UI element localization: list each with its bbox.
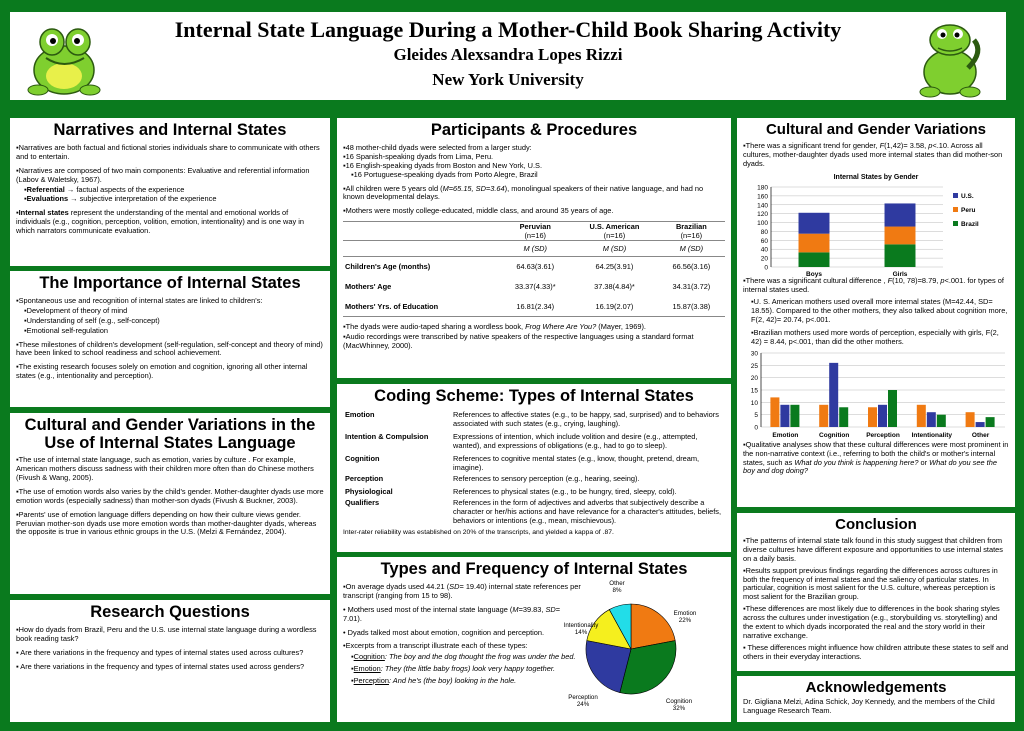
cultural-left-p3: ▪Parents' use of emotion language differs depending on how their culture views gender. Peruvian mother-son dyads use more emotion words than mother-daughter dyads, whereas the opposite is true in various ethnic groups in the U.S. (Melzi & Fernández, 2004). [16,509,317,537]
poster-title: Internal State Language During a Mother-Child Book Sharing Activity [174,17,842,42]
legend-label: Peru [961,206,976,214]
legend-swatch [953,221,958,226]
cultural-right-p2: ▪There was a significant cultural difference , F(10, 78)=8.79, p<.001. for types of internal states used. [743,275,1004,294]
research-q3: ▪ Are there variations in the frequency and types of internal states used across genders? [16,661,305,671]
bar-segment [799,233,830,252]
cultural-left-p2: ▪The use of emotion words also varies by the child's gender. Mother-daughter dyads use more emotion words (especially sadness) than mother-son dyads (Fivush & Buckner, 2003). [16,486,324,505]
importance-p2: ▪These milestones of children's development (self-regulation, self-concept and theory of mind) have been linked to school readiness and school achievement. [16,339,323,358]
narratives-p1: ▪Narratives are both factual and fictional stories individuals share to communicate with others and to entertain. [16,143,320,161]
cultural-right-heading: Cultural and Gender Variations [765,121,987,138]
msd-peru: M (SD) [523,244,547,254]
participants-b2: ▪All children were 5 years old (M=65.15, SD=3.64), monolingual speakers of their native language, and had no known developmental delays. [343,183,704,202]
y-tick-label: 60 [760,237,768,245]
cultural-left-heading: Cultural and Gender Variations in the Use of Internal States Language [24,416,316,453]
excerpt-emotion: ▪Emotion: They (the little baby frogs) look very happy together. [351,664,556,674]
types-b1: ▪On average dyads used 44.21 (SD= 19.40) internal state references per transcript (ranging from 15 to 98). [343,582,581,600]
narratives-p2: ▪Narratives are composed of two main components: Evaluative and referential information (Labov & Waletsky, 1967). [16,165,310,184]
demographics-table [343,221,725,317]
bar [976,422,985,427]
cultural-right-p5: ▪Qualitative analyses show that these cultural differences were most prominent in the non-narrative context (i.e., referring to both the child's or mother's internal states, such as What do you think is happening here? or What do you see the boy and dog doing? [743,439,1009,476]
bar-segment [885,203,916,226]
legend-label: Brazil [961,220,979,228]
ack-text: Dr. Gigliana Melzi, Adina Schick, Joy Kennedy, and the members of the Child Language Research Team. [743,697,995,715]
conclusion-p3: ▪These differences are most likely due to differences in the book sharing styles across the cultures under investigation (e.g., storybuilding vs. storytelling) and the extent to which dyads incorporated the real and the story world in their narrative exchange. [743,604,1000,640]
research-panel [10,600,330,722]
conclusion-p4: ▪ These differences might influence how children attribute these states to self and others in their everyday interactions. [743,642,1009,661]
bar [829,363,838,427]
conclusion-heading: Conclusion [835,516,917,533]
pie-label: Intentionality 14% [563,622,599,636]
cultural-right-panel [737,118,1015,507]
coding-row: Emotion References to affective states (e.g., to be happy, sad, surprised) and to behaviors associated with such states (e.g., crying, laughing). [345,410,719,428]
bar [839,407,848,427]
y-tick-label: 160 [757,193,768,201]
bar [770,397,779,427]
importance-b3: ▪Emotional self-regulation [24,325,108,335]
bar [868,407,877,427]
participants-b3: ▪Mothers were mostly college-educated, middle class, and around 35 years of age. [343,206,614,216]
coding-row: Perception References to sensory perception (e.g., hearing, seeing). [345,474,640,483]
y-tick-label: 20 [750,374,758,382]
participants-b1: ▪48 mother-child dyads were selected from a larger study: [343,143,532,152]
y-tick-label: 30 [750,350,758,358]
research-q1: ▪How do dyads from Brazil, Peru and the U.S. use internal state language during a wordless book reading task? [16,625,317,643]
y-tick-label: 100 [757,219,768,227]
y-tick-label: 120 [757,210,768,218]
msd-us: M (SD) [602,244,627,254]
table-row: Mothers' Yrs. of Education 16.81(2.34) 16.19(2.07) 15.87(3.38) [343,297,725,317]
types-b2: • Mothers used most of the internal state language (M=39.83, SD= 7.01). [343,604,561,623]
importance-panel [10,271,330,407]
bar-segment [799,252,830,267]
excerpt-cognition: ▪Cognition: The boy and the dog thought the frog was under the bed. [351,652,576,662]
importance-b2: ▪Understanding of self (e.g., self-concept) [24,315,160,325]
cultural-right-p4: ▪Brazilian mothers used more words of perception, especially with girls, F(2, 42) = 8.44, p<.001, than did the other mothers. [751,328,999,346]
coding-row: Cognition References to cognitive mental states (e.g., know, thought, pretend, dream, imagine). [345,454,700,472]
participants-s3: ▪16 Portuguese-speaking dyads from Porto Alegre, Brazil [351,169,538,179]
importance-heading: The Importance of Internal States [39,274,301,292]
ack-heading: Acknowledgements [805,679,947,696]
table-row: Mothers' Age 33.37(4.33)* 37.38(4.84)* 34.31(3.72) [345,282,711,292]
conclusion-p2: ▪Results support previous findings regarding the differences across cultures in both the frequency of internal states and the saliency of particular states. In particular, cognition is most salient for the U.S. culture, whereas perception is most salient for the Brazilian group. [743,565,998,602]
bar [927,412,936,427]
research-q2: ▪ Are there variations in the frequency and types of internal states used across cultures? [16,647,304,657]
col-peru: Peruvian [519,222,551,232]
internal-states-def: ▪Internal states represent the understanding of the mental and emotional worlds of individuals (e.g., cognition, perception, volition, emotion, intentionality) and is one way in which narrators communicate evaluation. [16,208,304,235]
participants-s1: ▪16 Spanish-speaking dyads from Lima, Peru. [343,151,494,161]
chart-title: Internal States by Gender [833,173,919,181]
x-tick-label: Boys [806,270,822,278]
types-panel [337,557,731,722]
cultural-right-p3: ▪U. S. American mothers used overall more internal states (M=42.44, SD= 18.55). Compared to the other mothers, they also talked about cognition more, F(2, 42)= 20.74, p<.001. [751,297,1008,325]
bar [780,405,789,427]
participants-panel [337,118,731,378]
coding-table [343,410,725,525]
culture-type-bar-chart [743,349,1009,441]
excerpt-perception: ▪Perception: And he's (the boy) looking in the hole. [351,676,517,685]
participants-b5: ▪Audio recordings were transcribed by native speakers of the respective languages using a standard format (MacWhinney, 2000). [343,332,694,350]
research-heading: Research Questions [90,603,250,621]
coding-panel [337,384,731,552]
y-tick-label: 10 [750,399,758,407]
bar [790,405,799,427]
coding-row: Intention & Compulsion Expressions of intention, which include volition and desire (e.g., attempted, wanted), and expressions of obligations (e.g., had to go to sleep). [345,432,698,450]
evaluations-item: ▪Evaluations → subjective interpretation of the experience [24,194,217,204]
types-b4: •Excerpts from a transcript illustrate each of these types: [343,641,528,651]
header [10,12,1006,100]
y-tick-label: 15 [750,387,758,395]
types-b3: • Dyads talked most about emotion, cognition and perception. [343,627,545,637]
bar-segment [885,244,916,267]
table-row: Children's Age (months) 64.63(3.61) 64.25(3.91) 66.56(3.16) [345,262,711,272]
y-tick-label: 80 [760,228,768,236]
kappa-note: Inter-rater reliability was established on 20% of the transcripts, and yielded a kappa of .87. [343,529,614,536]
msd-brazil: M (SD) [679,244,704,254]
x-tick-label: Intentionality [911,431,953,439]
y-tick-label: 5 [754,411,758,419]
bar [917,405,926,427]
bar [878,405,887,427]
bar-segment [799,212,830,233]
pie-label: Perception 24% [568,694,598,708]
y-tick-label: 180 [757,184,768,192]
narratives-panel [10,118,330,266]
x-tick-label: Cognition [819,431,850,439]
pie-label: Other 8% [609,580,625,594]
referential-item: ▪Referential → factual aspects of the experience [24,184,185,194]
bar [986,417,995,427]
legend-swatch [953,193,958,198]
types-heading: Types and Frequency of Internal States [380,560,688,578]
author: Gleides Alexsandra Lopes Rizzi [393,45,623,64]
n-us: (n=16) [603,231,626,241]
y-tick-label: 0 [754,424,758,432]
narratives-heading: Narratives and Internal States [53,121,287,139]
y-tick-label: 25 [750,362,758,370]
pie-label: Cognition 32% [665,698,693,712]
y-tick-label: 40 [760,246,768,254]
col-brazil: Brazilian [675,222,707,232]
col-us: U.S. American [589,222,640,232]
n-peru: (n=16) [524,231,547,241]
participants-heading: Participants & Procedures [430,121,638,139]
ack-panel [737,676,1015,722]
coding-row: Qualifiers References in the form of adjectives and adverbs that subjectively describe a character or her/his actions and have relevance for a character's attitudes, beliefs, behaviors or intentions (e.g., mean, mischievous). [345,498,722,525]
y-tick-label: 0 [764,264,768,272]
bar [819,405,828,427]
bar [937,414,946,426]
x-tick-label: Other [971,431,990,439]
importance-p1: ▪Spontaneous use and recognition of internal states are linked to children's: [16,296,263,305]
x-tick-label: Emotion [772,431,799,439]
x-tick-label: Girls [892,270,908,278]
bar-segment [885,226,916,244]
institution: New York University [432,70,584,89]
coding-heading: Coding Scheme: Types of Internal States [374,387,694,405]
importance-p3: ▪The existing research focuses solely on emotion and cognition, ignoring all other internal states (e.g., intentionality and perception). [16,362,308,381]
x-tick-label: Perception [866,431,900,439]
coding-row: Physiological References to physical states (e.g., to be hungry, tired, sleepy, cold). [345,487,677,496]
participants-b4: ▪The dyads were audio-taped sharing a wordless book, Frog Where Are You? (Mayer, 1969). [343,322,646,332]
bar [888,390,897,427]
bar [966,412,975,427]
legend-swatch [953,207,958,212]
n-brazil: (n=16) [680,231,703,241]
frog-right-icon [908,16,992,100]
cultural-right-p1: ▪There was a significant trend for gender, F(1,42)= 3.58, p<.10. Across all cultures, mother-daughter dyads used more internal states than did mother-son dyads. [743,141,1003,168]
importance-b1: ▪Development of theory of mind [24,305,128,315]
cultural-left-panel [10,413,330,594]
types-pie-chart [563,579,727,719]
gender-stacked-bar-chart [743,171,1009,277]
conclusion-panel [737,513,1015,671]
participants-s2: ▪16 English-speaking dyads from Boston and New York, U.S. [343,160,542,170]
y-tick-label: 20 [760,255,768,263]
pie-label: Emotion 22% [673,610,697,624]
cultural-left-p1: ▪The use of internal state language, such as emotion, varies by culture . For example, American mothers discuss sadness with their children more often than do Chinese mothers (Fivush & Wang, 2005). [16,455,314,483]
y-tick-label: 140 [757,201,768,209]
legend-label: U.S. [961,192,974,200]
conclusion-p1: ▪The patterns of internal state talk found in this study suggest that children from diverse cultures have different exposure and opportunities to use internal states on a daily basis. [743,536,1003,563]
